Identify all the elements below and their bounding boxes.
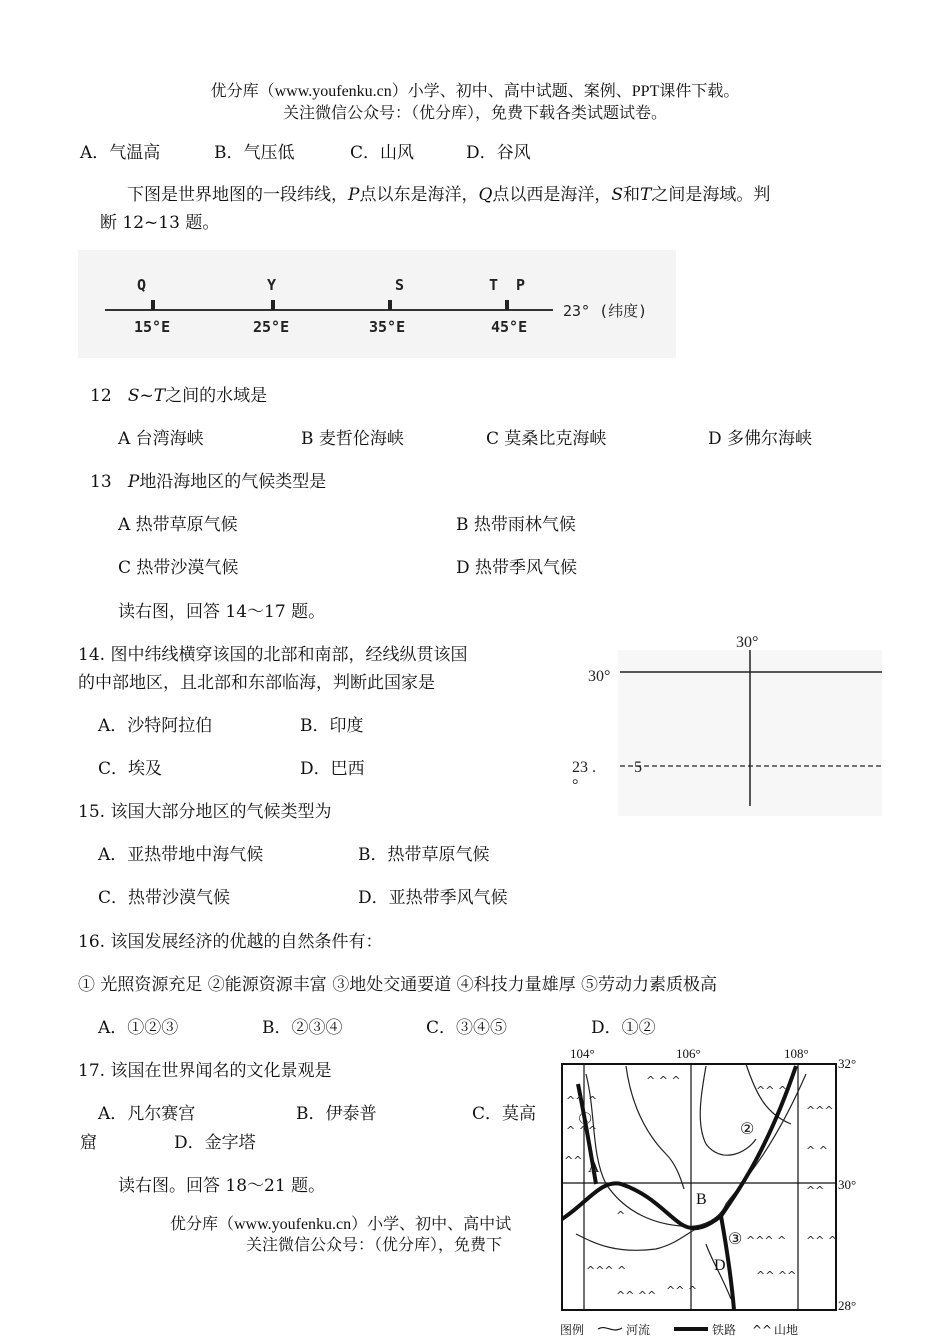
svg-text:^^ ^: ^^ ^ xyxy=(756,1084,788,1097)
q16-items: ① 光照资源充足 ②能源资源丰富 ③地处交通要道 ④科技力量雄厚 ⑤劳动力素质极高 xyxy=(78,975,718,995)
grid-figure-svg xyxy=(560,626,882,816)
legend-river-symbol xyxy=(598,1328,622,1330)
q12-option-a: A 台湾海峡 xyxy=(118,429,204,449)
river-tributary-4 xyxy=(576,1229,696,1250)
q14-line-2: 的中部地区，且北部和东部临海，判断此国家是 xyxy=(78,673,435,693)
intro-12-13-line-1: 下图是世界地图的一段纬线，P点以东是海洋，Q点以西是海洋，S和T之间是海域。判 xyxy=(127,185,771,205)
topographic-map-svg xyxy=(556,1044,868,1340)
topographic-map-figure xyxy=(556,1044,868,1340)
q15-option-d: D．亚热带季风气候 xyxy=(358,888,508,908)
grid-lower-label-b: 5 xyxy=(634,759,642,776)
lon-label-p: 45°E xyxy=(491,318,528,336)
q13-option-a: A 热带草原气候 xyxy=(118,515,238,535)
point-marker-s xyxy=(388,300,392,310)
point-marker-y xyxy=(271,300,275,310)
latitude-figure xyxy=(78,250,676,358)
q14-option-c: C．埃及 xyxy=(98,759,163,779)
lon-label-y: 25°E xyxy=(253,318,290,336)
svg-text:^^^ ^: ^^^ ^ xyxy=(586,1264,627,1277)
point-marker-q xyxy=(151,300,155,310)
svg-text:^^ ^: ^^ ^ xyxy=(806,1234,838,1247)
q13-option-b: B 热带雨林气候 xyxy=(456,515,576,535)
grid-lower-label-c: ° xyxy=(572,777,579,794)
svg-text:^^ ^^: ^^ ^^ xyxy=(756,1269,797,1282)
map-circle-label-1: ① xyxy=(578,1111,593,1128)
svg-text:^^: ^^ xyxy=(564,1154,583,1167)
q11-option-d: D．谷风 xyxy=(466,143,531,163)
intro-12-13-line-2: 断 12~13 题。 xyxy=(100,213,220,233)
header-line-2: 关注微信公众号：（优分库），免费下载各类试题试卷。 xyxy=(282,105,667,122)
q12-option-c: C 莫桑比克海峡 xyxy=(486,429,607,449)
q12-option-b: B 麦哲伦海峡 xyxy=(301,429,404,449)
q12-stem: 12 S~T之间的水域是 xyxy=(90,386,268,406)
svg-text:^ ^: ^ ^ xyxy=(806,1144,828,1157)
q16-option-b: B．②③④ xyxy=(262,1018,343,1038)
q17-option-a: A．凡尔赛宫 xyxy=(98,1104,196,1124)
footer-line-2: 关注微信公众号：（优分库），免费下 xyxy=(246,1237,503,1254)
q14-option-b: B．印度 xyxy=(300,716,364,736)
q16-option-a: A．①②③ xyxy=(98,1018,179,1038)
grid-top-label: 30° xyxy=(736,634,759,651)
map-circle-label-3: ③ xyxy=(728,1231,743,1248)
latitude-figure-svg xyxy=(78,250,676,358)
legend-mountain-symbol: ^^ xyxy=(752,1323,773,1337)
grid-lower-label-a: 23 . xyxy=(572,759,596,776)
legend-mountain: 山地 xyxy=(774,1323,799,1337)
header-line-1: 优分库（www.youfenku.cn）小学、初中、高中试题、案例、PPT课件下载。 xyxy=(210,83,740,100)
q15-option-b: B．热带草原气候 xyxy=(358,845,490,865)
map-letter-d: D xyxy=(714,1257,726,1274)
point-label-s: S xyxy=(395,276,405,294)
q16-option-d: D．①② xyxy=(591,1018,656,1038)
q17-stem: 17. 该国在世界闻名的文化景观是 xyxy=(78,1061,332,1081)
q17-option-c: C．莫高 xyxy=(472,1104,537,1124)
point-label-p: P xyxy=(516,276,526,294)
svg-text:^^ ^^: ^^ ^^ xyxy=(616,1289,657,1302)
svg-text:^^: ^^ xyxy=(806,1184,825,1197)
q15-option-a: A．亚热带地中海气候 xyxy=(98,845,264,865)
q12-option-d: D 多佛尔海峡 xyxy=(708,429,813,449)
q11-option-b: B．气压低 xyxy=(214,143,295,163)
legend-rail: 铁路 xyxy=(712,1323,737,1337)
lat-label-32: 32° xyxy=(838,1056,857,1071)
river-tributary-2 xyxy=(700,1066,756,1155)
map-letter-a: A xyxy=(588,1159,600,1176)
q17-line-2a: 窟 xyxy=(80,1133,97,1153)
lat-label-30: 30° xyxy=(838,1177,857,1192)
svg-text:^^ ^: ^^ ^ xyxy=(566,1094,598,1107)
lon-label-108: 108° xyxy=(784,1046,809,1061)
q16-stem: 16. 该国发展经济的优越的自然条件有： xyxy=(78,932,383,952)
svg-text:^^ ^: ^^ ^ xyxy=(666,1284,698,1297)
svg-text:^ ^ ^: ^ ^ ^ xyxy=(646,1074,681,1087)
q17-option-d: D．金字塔 xyxy=(174,1133,256,1153)
legend-title: 图例 xyxy=(560,1323,585,1337)
svg-text:^^^ ^: ^^^ ^ xyxy=(746,1234,787,1247)
point-marker-t xyxy=(505,300,509,310)
q14-option-d: D．巴西 xyxy=(300,759,365,779)
q15-option-c: C．热带沙漠气候 xyxy=(98,888,231,908)
q14-option-a: A．沙特阿拉伯 xyxy=(98,716,213,736)
map-legend xyxy=(560,1322,798,1337)
read-18-21: 读右图。回答 18～21 题。 xyxy=(118,1176,326,1196)
legend-river: 河流 xyxy=(626,1323,651,1337)
lon-label-104: 104° xyxy=(570,1046,595,1061)
q11-option-c: C．山风 xyxy=(350,143,415,163)
point-label-t: T xyxy=(489,276,499,294)
svg-text:^ ^^: ^ ^^ xyxy=(566,1124,598,1137)
point-label-q: Q xyxy=(137,276,147,294)
q15-stem: 15. 该国大部分地区的气候类型为 xyxy=(78,802,332,822)
q17-option-b: B．伊泰普 xyxy=(296,1104,377,1124)
svg-text:^^^: ^^^ xyxy=(806,1104,834,1117)
footer-line-1: 优分库（www.youfenku.cn）小学、初中、高中试 xyxy=(170,1216,512,1233)
point-label-y: Y xyxy=(267,276,277,294)
map-letter-b: B xyxy=(696,1191,707,1208)
lon-label-s: 35°E xyxy=(369,318,406,336)
grid-left-label: 30° xyxy=(588,668,611,685)
q14-line-1: 14. 图中纬线横穿该国的北部和南部，经线纵贯该国 xyxy=(78,645,468,665)
q13-option-d: D 热带季风气候 xyxy=(456,558,578,578)
grid-figure xyxy=(560,626,882,816)
read-14-17: 读右图，回答 14～17 题。 xyxy=(118,602,326,622)
q13-stem: 13 P地沿海地区的气候类型是 xyxy=(90,472,327,492)
lon-label-q: 15°E xyxy=(134,318,171,336)
lon-label-106: 106° xyxy=(676,1046,701,1061)
q11-option-a: A．气温高 xyxy=(80,143,161,163)
lat-label-28: 28° xyxy=(838,1298,857,1313)
latitude-value-label: 23° (纬度) xyxy=(563,302,648,320)
q13-option-c: C 热带沙漠气候 xyxy=(118,558,239,578)
q16-option-c: C．③④⑤ xyxy=(426,1018,508,1038)
svg-text:^: ^ xyxy=(616,1209,626,1222)
map-circle-label-2: ② xyxy=(740,1121,755,1138)
